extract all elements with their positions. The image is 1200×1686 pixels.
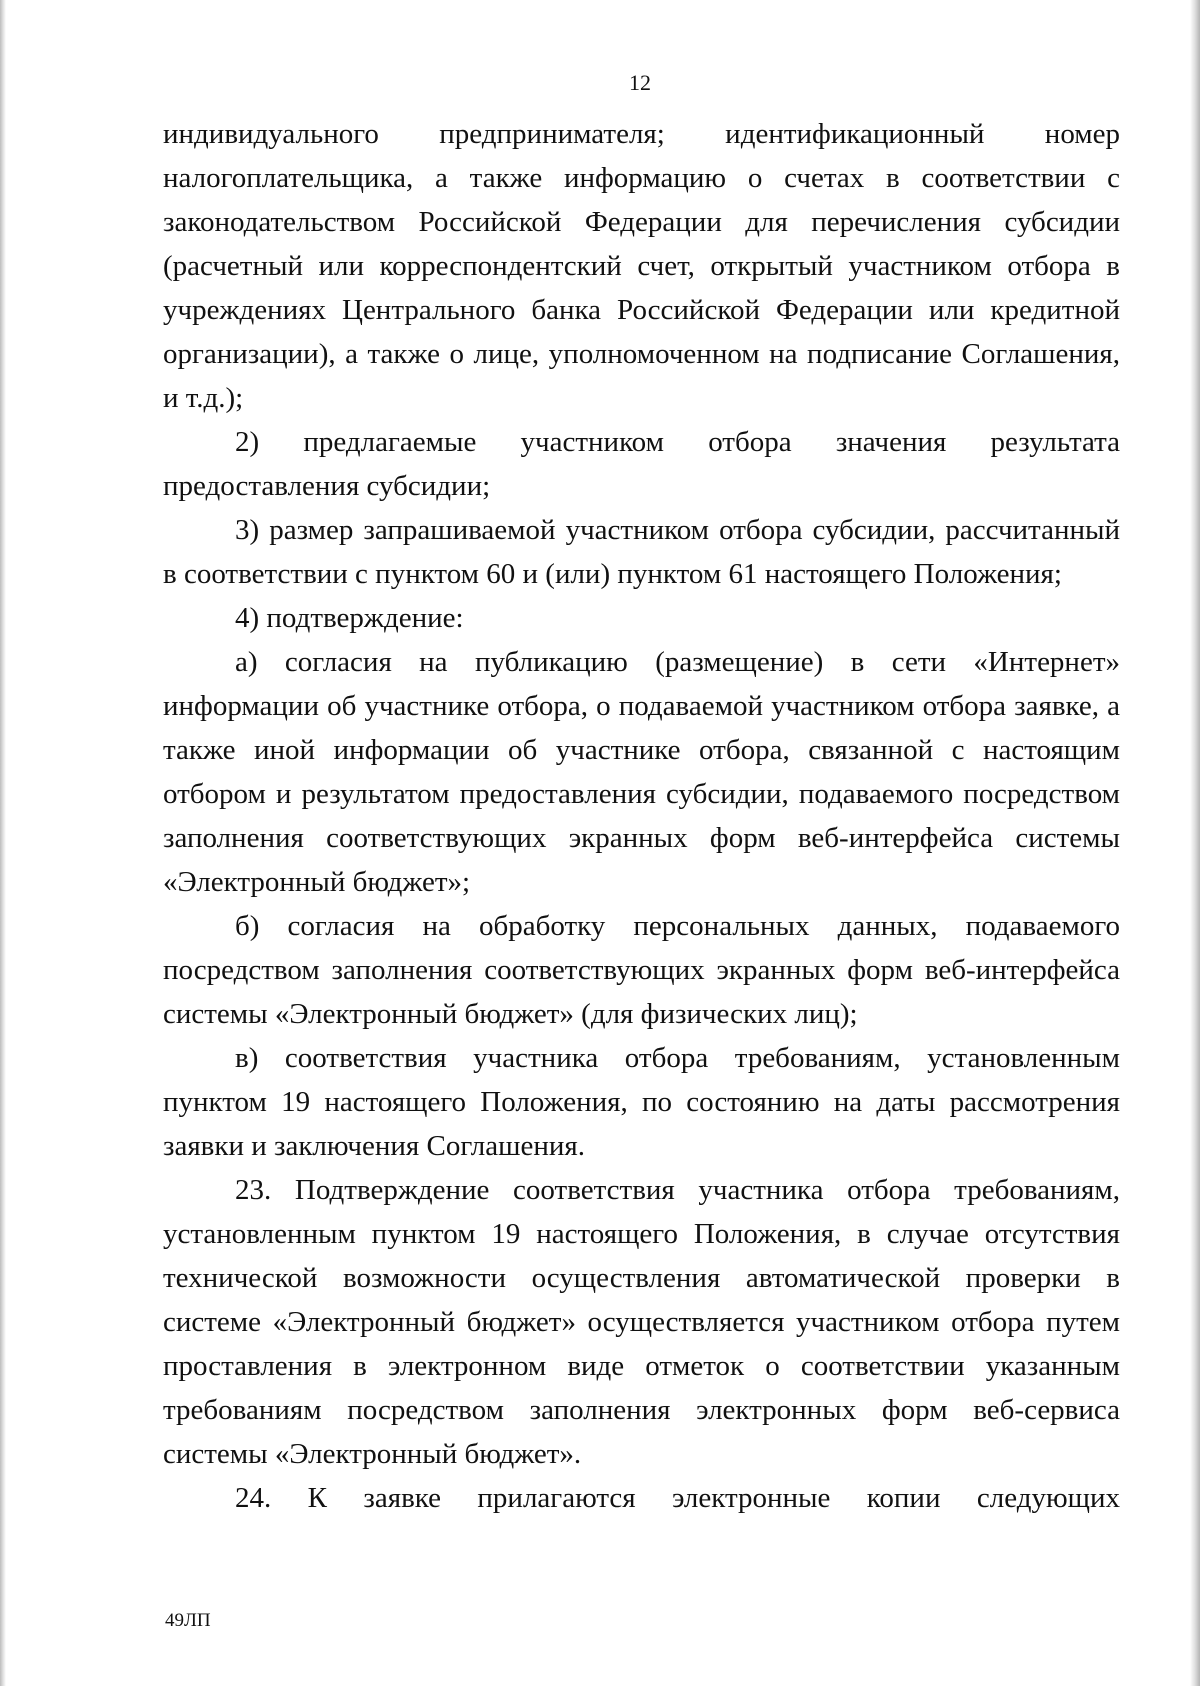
sub-item-b: б) согласия на обработку персональных данных, подаваемого посредством заполнения соответствующих экранных форм веб-интерфейса системы «Электронный бюджет» (для физических лиц); [163, 910, 1120, 1030]
footer-document-code: 49ЛП [165, 1610, 211, 1631]
clause-24: 24. К заявке прилагаются электронные копии следующих [235, 1482, 1120, 1514]
list-item-4: 4) подтверждение: [235, 602, 464, 634]
list-item-3: 3) размер запрашиваемой участником отбора субсидии, рассчитанный в соответствии с пунктом 60 и (или) пунктом 61 настоящего Положения; [163, 514, 1120, 590]
clause-23: 23. Подтверждение соответствия участника отбора требованиям, установленным пунктом 19 настоящего Положения, в случае отсутствия технической возможности осуществления автоматической проверки в системе «Электронный бюджет» осуществляется участником отбора путем проставления в электронном виде отметок о соответствии указанным требованиям посредством заполнения электронных форм веб-сервиса системы «Электронный бюджет». [163, 1174, 1120, 1470]
sub-item-a: а) согласия на публикацию (размещение) в сети «Интернет» информации об участнике отбора, о подаваемой участником отбора заявке, а также иной информации об участнике отбора, связанной с настоящим отбором и результатом предоставления субсидии, подаваемого посредством заполнения соответствующих экранных форм веб-интерфейса системы «Электронный бюджет»; [163, 646, 1120, 898]
scan-edge-right [1190, 0, 1200, 1686]
list-item-2: 2) предлагаемые участником отбора значения результата предоставления субсидии; [163, 426, 1120, 502]
paragraph-continuation: индивидуального предпринимателя; идентификационный номер налогоплательщика, а также информацию о счетах в соответствии с законодательством Российской Федерации для перечисления субсидии (расчетный или корреспондентский счет, открытый участником отбора в учреждениях Центрального банка Российской Федерации или кредитной организации), а также о лице, уполномоченном на подписание Соглашения, и т.д.); [163, 118, 1120, 414]
page-number: 12 [629, 70, 651, 95]
sub-item-v: в) соответствия участника отбора требованиям, установленным пунктом 19 настоящего Положения, по состоянию на даты рассмотрения заявки и заключения Соглашения. [163, 1042, 1120, 1162]
document-body [163, 112, 1120, 1520]
scan-edge-left [0, 0, 6, 1686]
